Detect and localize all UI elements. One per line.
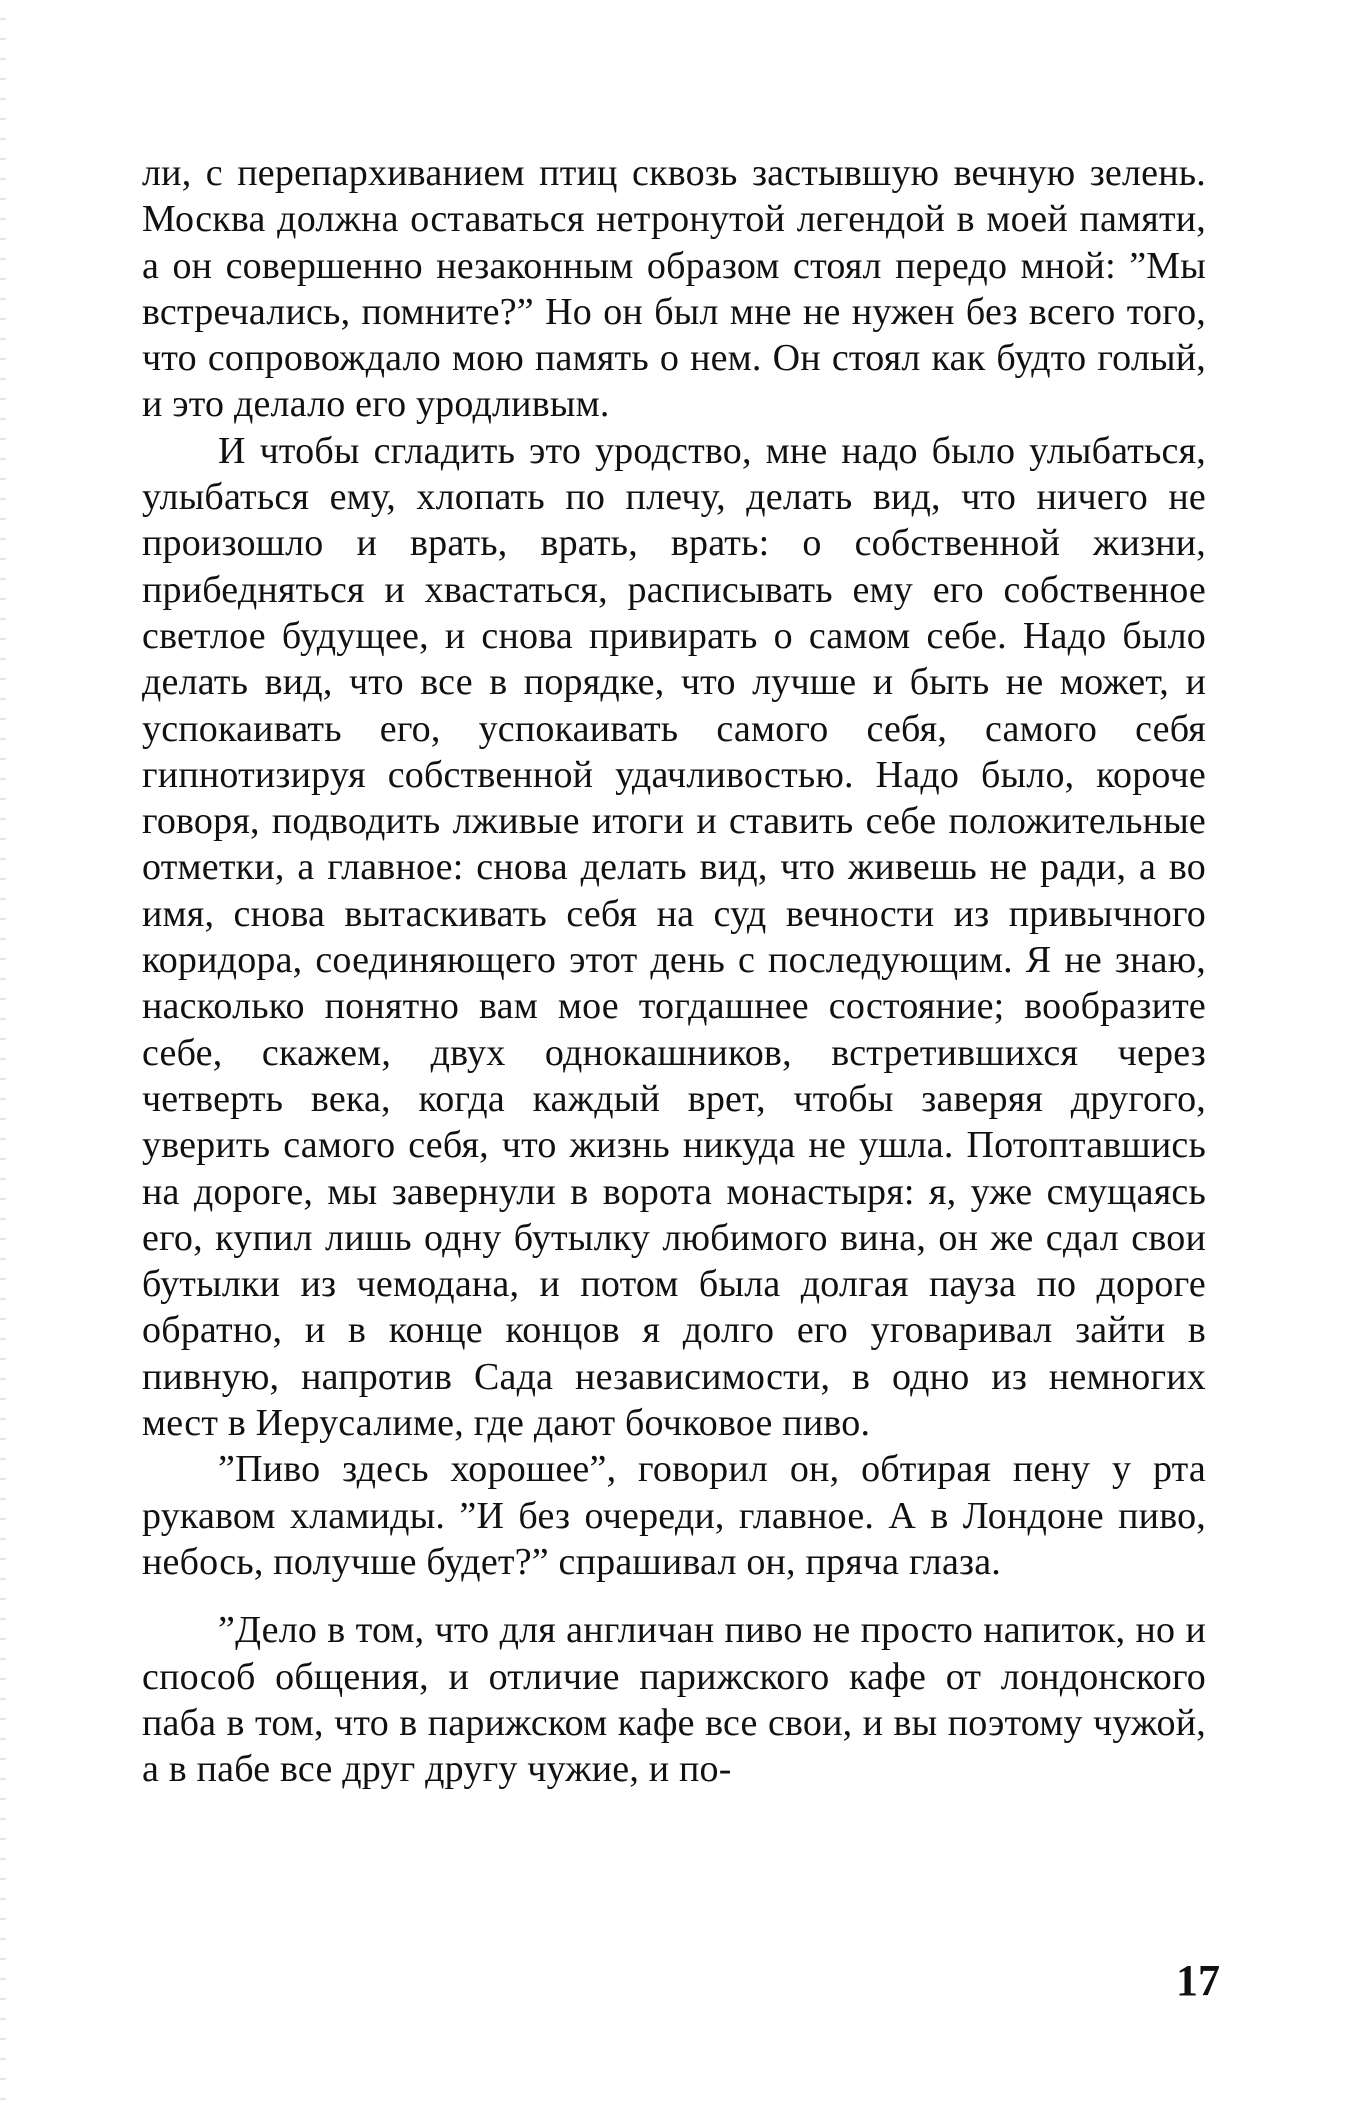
paragraph-3: ”Пиво здесь хорошее”, говорил он, обтирая пену у рта рукавом хламиды. ”И без очереди, главное. А в Лондоне пиво, небось, получше будет?” спрашивал он, пряча глаза.	[142, 1448, 1206, 1583]
paragraph-1: ли, с перепархиванием птиц сквозь застывшую вечную зелень. Москва должна оставаться нетронутой легендой в моей памяти, а он совершенно незаконным образом стоял передо мной: ”Мы встречались, помните?” Но он был мне не нужен без всего того, что сопровождало мою память о нем. Он стоял как будто голый, и это делало его уродливым.	[142, 152, 1206, 426]
paragraph-4: ”Дело в том, что для англичан пиво не просто напиток, но и способ общения, и отличие парижского кафе от лондонского паба в том, что в парижском кафе все свои, и вы поэтому чужой, а в пабе все друг другу чужие, и по-	[142, 1609, 1206, 1791]
body-text	[142, 150, 1206, 1792]
paragraph-2: И чтобы сгладить это уродство, мне надо было улыбаться, улыбаться ему, хлопать по плечу, делать вид, что ничего не произошло и врать, врать, врать: о собственной жизни, прибедняться и хвастаться, расписывать ему его собственное светлое будущее, и снова привирать о самом себе. Надо было делать вид, что все в порядке, что лучше и быть не может, и успокаивать его, успокаивать самого себя, самого себя гипнотизируя собственной удачливостью. Надо было, короче говоря, подводить лживые итоги и ставить себе положительные отметки, а главное: снова делать вид, что живешь не ради, а во имя, снова вытаскивать себя на суд вечности из привычного коридора, соединяющего этот день с последующим. Я не знаю, насколько понятно вам мое тогдашнее состояние; вообразите себе, скажем, двух однокашников, встретившихся через четверть века, когда каждый врет, чтобы заверяя другого, уверить самого себя, что жизнь никуда не ушла. Потоптавшись на дороге, мы завернули в ворота монастыря: я, уже смущаясь его, купил лишь одну бутылку любимого вина, он же сдал свои бутылки из чемодана, и потом была долгая пауза по дороге обратно, и в конце концов я долго его уговаривал зайти в пивную, напротив Сада независимости, в одно из немногих мест в Иерусалиме, где дают бочковое пиво.	[142, 429, 1206, 1445]
page-number: 17	[1176, 1956, 1220, 2005]
scan-edge	[0, 0, 6, 2116]
